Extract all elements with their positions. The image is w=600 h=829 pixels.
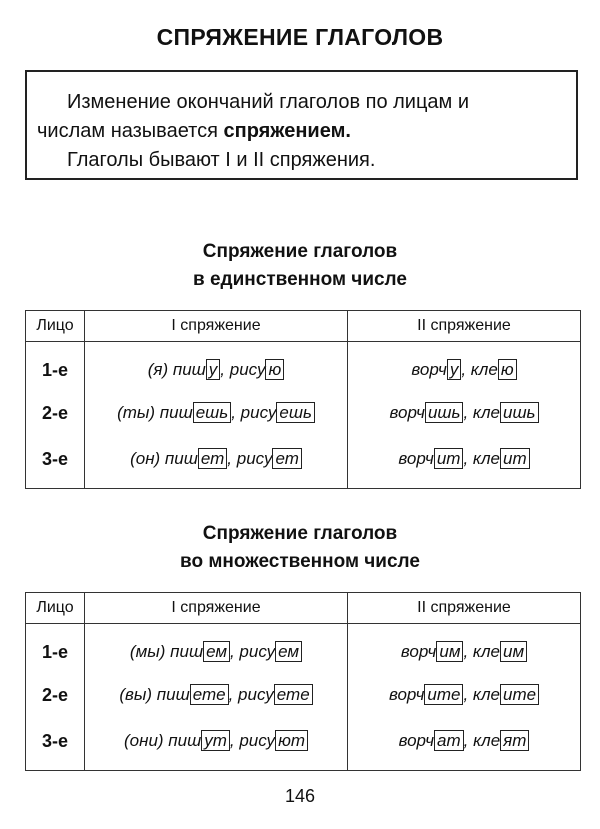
stem-2: , кле (463, 642, 500, 661)
stem-2: , кле (463, 731, 501, 750)
table-2-subtitle-line-1: Спряжение глаголов (202, 523, 398, 544)
stem-2: , рису (231, 403, 277, 422)
stem-2: , кле (461, 360, 498, 379)
conj-1-cell (85, 624, 348, 673)
person-cell: 2-е (26, 390, 85, 436)
stem-1: ворч (398, 449, 434, 468)
stem-1: ворч (400, 642, 437, 661)
ending-2: ешь (276, 402, 315, 423)
table-2-subtitle-line-2: во множественном числе (180, 551, 420, 572)
person-cell: 2-е (26, 672, 85, 718)
singular-conjugation-table (25, 310, 581, 489)
ending-2: ет (272, 448, 301, 469)
conj-2-cell (348, 624, 581, 673)
ending-1: у (447, 359, 462, 380)
conj-2-cell (348, 718, 581, 771)
ending-1: у (206, 359, 221, 380)
conj-2-cell (348, 436, 581, 489)
stem-2: , рису (227, 449, 273, 468)
rule-line-2 (37, 117, 576, 146)
rule-line-2-text: числам называется (37, 120, 224, 142)
conj-2-cell (348, 342, 581, 391)
header-person: Лицо (26, 311, 85, 342)
table-1-subtitle-line-2: в единственном числе (193, 269, 407, 290)
ending-1: ат (434, 730, 464, 751)
table-row (26, 436, 581, 489)
ending-1: ешь (193, 402, 232, 423)
conj-1-cell (85, 672, 348, 718)
ending-2: ят (500, 730, 529, 751)
ending-1: ем (203, 641, 230, 662)
ending-2: ете (274, 684, 313, 705)
conj-2-cell (348, 672, 581, 718)
header-conj-2: II спряжение (348, 311, 581, 342)
page-number: 146 (284, 786, 316, 806)
conj-1-cell (85, 436, 348, 489)
header-row (26, 311, 581, 342)
header-person: Лицо (26, 593, 85, 624)
ending-2: ют (275, 730, 308, 751)
rule-term: спряжением. (223, 120, 351, 142)
stem-1: (ты) пиш (117, 403, 193, 422)
stem-2: , рису (228, 685, 274, 704)
ending-1: им (436, 641, 463, 662)
ending-2: ите (500, 684, 539, 705)
stem-1: ворч (388, 685, 425, 704)
person-cell: 3-е (26, 718, 85, 771)
table-row (26, 672, 581, 718)
stem-2: , рису (220, 360, 266, 379)
header-conj-1: I спряжение (85, 311, 348, 342)
stem-2: , кле (463, 685, 500, 704)
ending-1: ишь (425, 402, 464, 423)
table-row (26, 718, 581, 771)
rule-box (25, 70, 578, 180)
stem-2: , кле (463, 449, 500, 468)
person-cell: 1-е (26, 342, 85, 391)
stem-1: ворч (389, 403, 425, 422)
ending-1: ите (424, 684, 463, 705)
ending-2: ишь (500, 402, 539, 423)
ending-1: ит (434, 448, 464, 469)
ending-1: ет (198, 448, 227, 469)
conj-1-cell (85, 342, 348, 391)
stem-1: (я) пиш (147, 360, 206, 379)
stem-1: (они) пиш (123, 731, 202, 750)
header-conj-1: I спряжение (85, 593, 348, 624)
rule-line-3: Глаголы бывают I и II спряжения. (67, 149, 376, 171)
table-1-subtitle (0, 238, 600, 294)
stem-1: ворч (411, 360, 447, 379)
ending-2: ю (498, 359, 517, 380)
table-1-subtitle-line-1: Спряжение глаголов (202, 241, 398, 262)
ending-2: ем (275, 641, 302, 662)
header-row (26, 593, 581, 624)
ending-1: ете (190, 684, 229, 705)
table-row (26, 342, 581, 391)
rule-line-1: Изменение окончаний глаголов по лицам и (67, 91, 470, 113)
ending-2: ю (265, 359, 284, 380)
stem-1: ворч (398, 731, 435, 750)
stem-2: , рису (229, 642, 276, 661)
ending-1: ут (201, 730, 230, 751)
stem-1: (вы) пиш (119, 685, 190, 704)
stem-2: , кле (463, 403, 500, 422)
ending-2: им (500, 641, 527, 662)
ending-2: ит (500, 448, 530, 469)
stem-2: , рису (229, 731, 276, 750)
table-2-subtitle (0, 520, 600, 576)
page-title: СПРЯЖЕНИЕ ГЛАГОЛОВ (156, 24, 444, 50)
conj-1-cell (85, 718, 348, 771)
conj-1-cell (85, 390, 348, 436)
person-cell: 3-е (26, 436, 85, 489)
stem-1: (он) пиш (130, 449, 198, 468)
person-cell: 1-е (26, 624, 85, 673)
plural-conjugation-table (25, 592, 581, 771)
header-conj-2: II спряжение (348, 593, 581, 624)
stem-1: (мы) пиш (129, 642, 204, 661)
conj-2-cell (348, 390, 581, 436)
table-row (26, 390, 581, 436)
table-row (26, 624, 581, 673)
